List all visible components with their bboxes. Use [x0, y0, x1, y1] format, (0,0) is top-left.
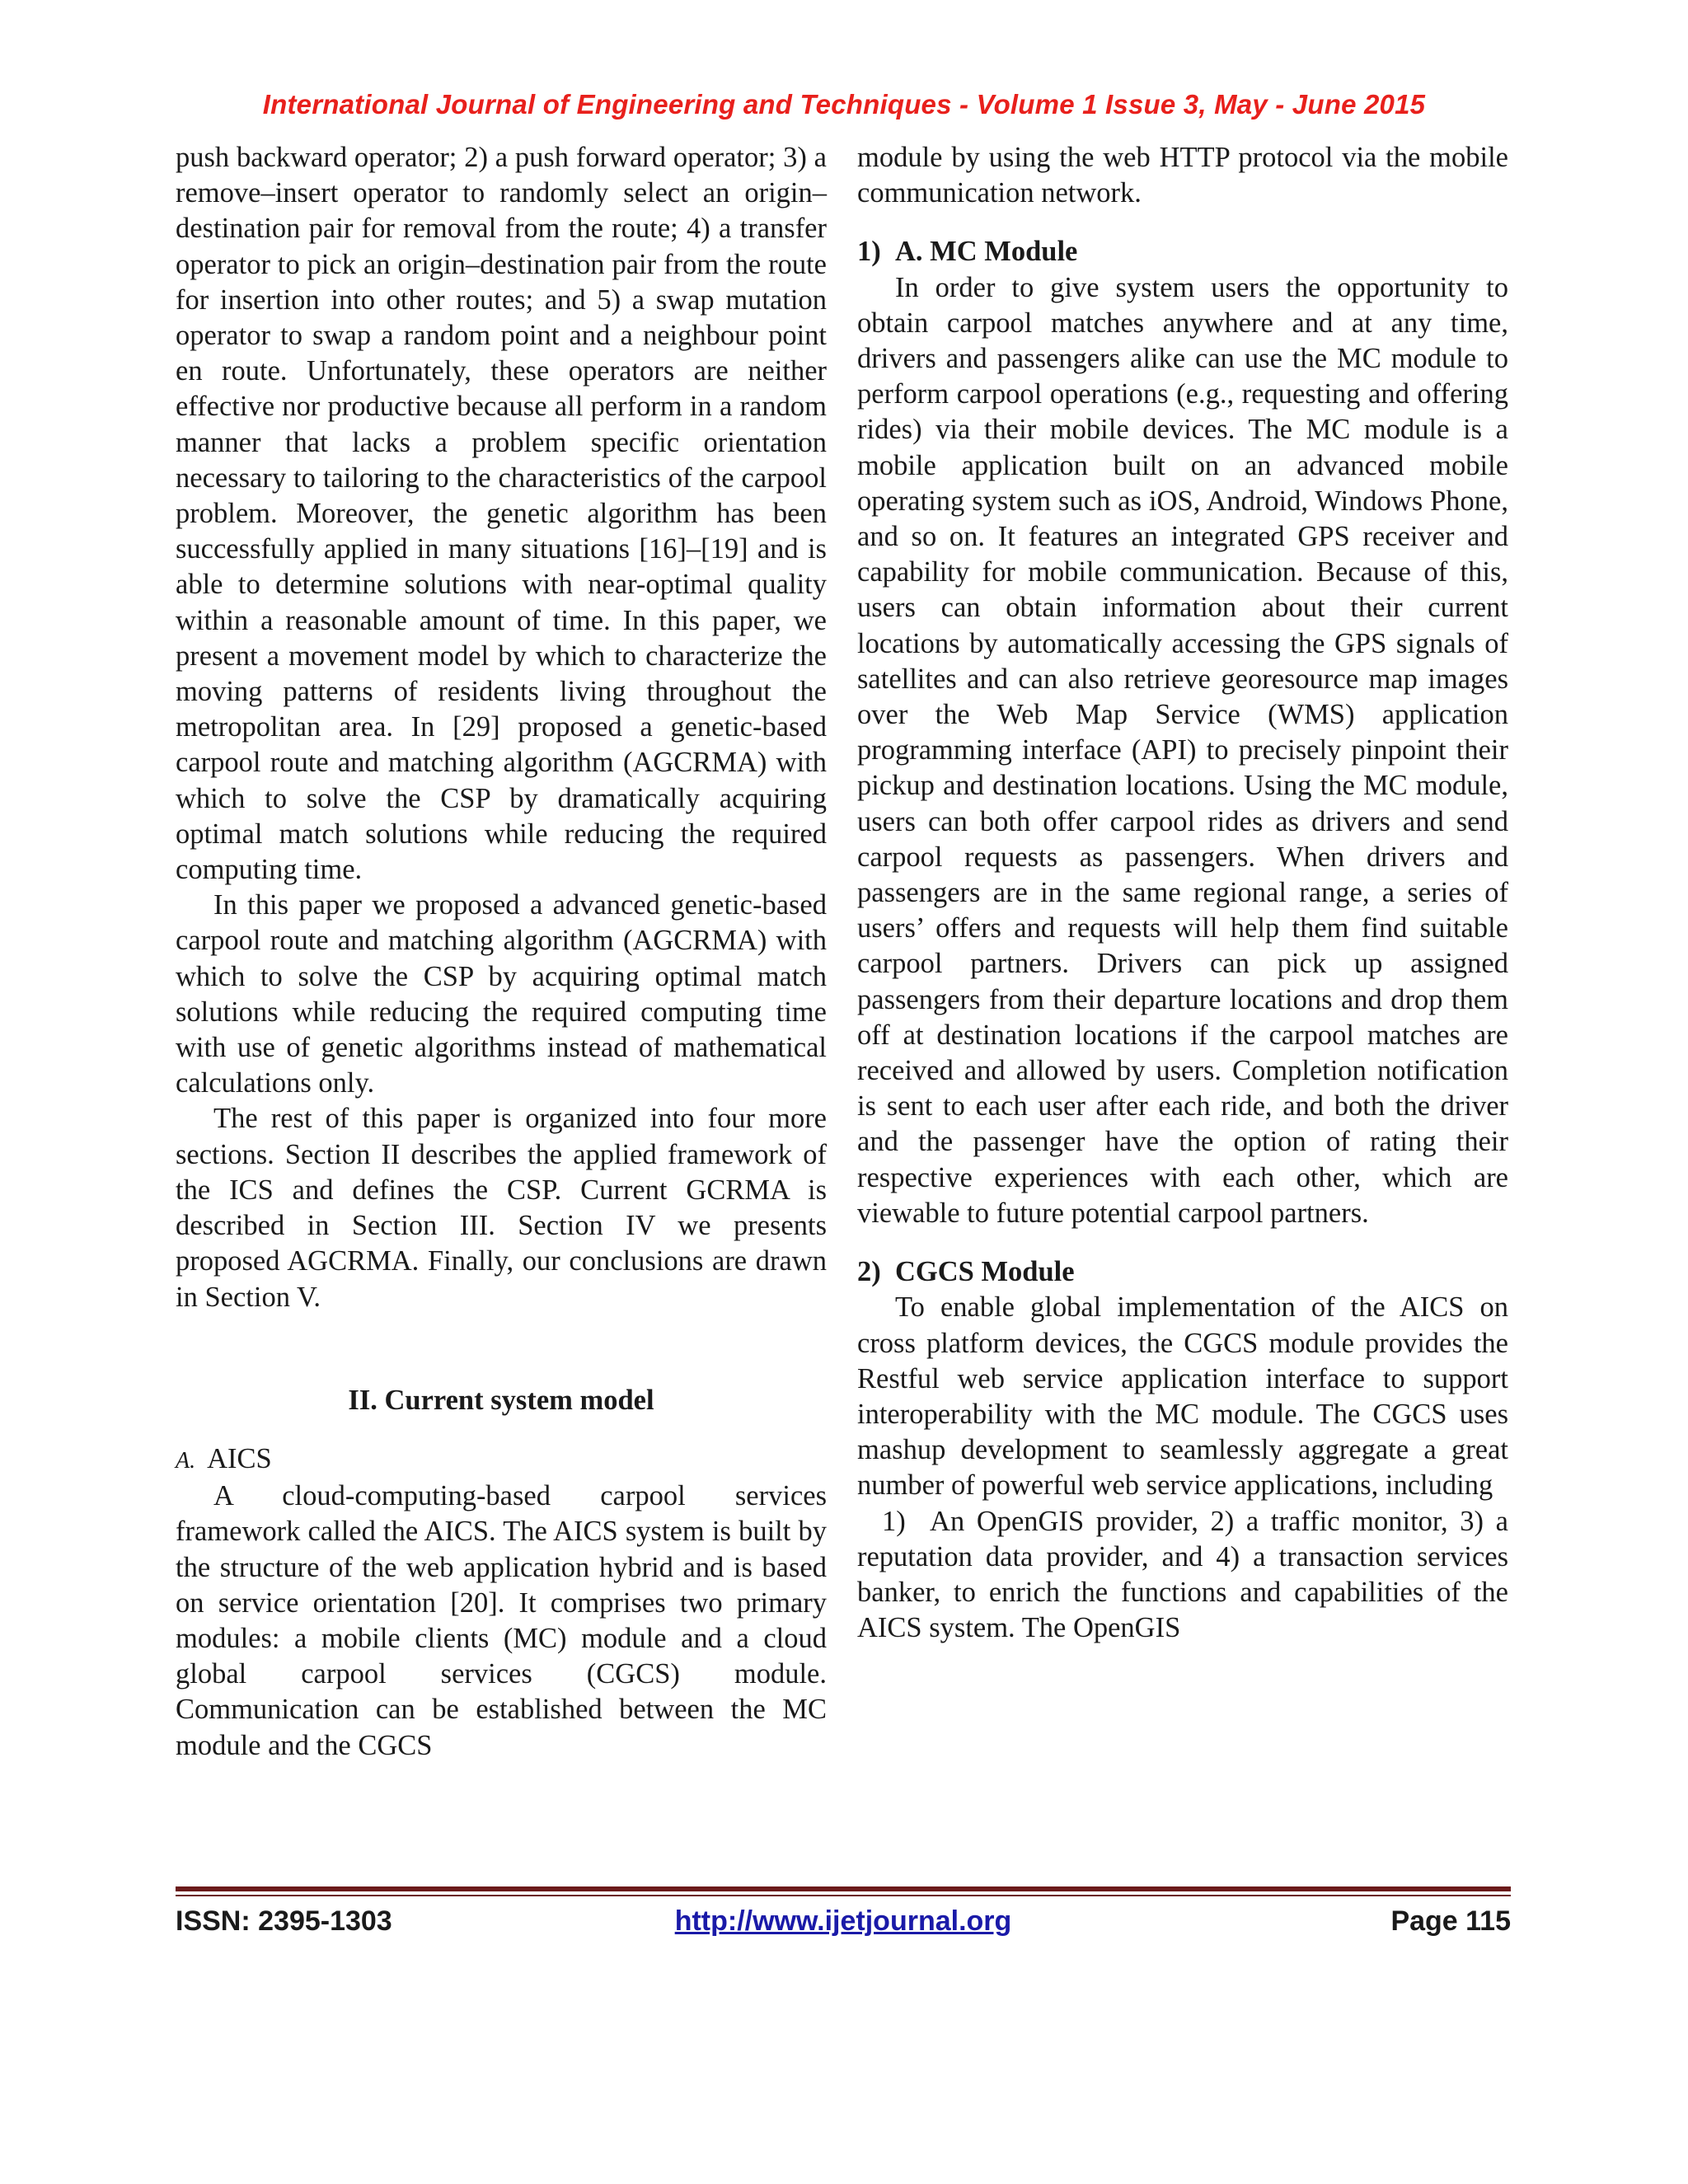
paragraph-cgcs-module: To enable global implementation of the AICS on cross platform devices, the CGCS module provides the Restful web service application interface to support interoperability with the MC module. The CGCS uses mashup development to seamlessly aggregate a great number of powerful web service applications, including [857, 1291, 1508, 1502]
right-column [857, 140, 1508, 1646]
cgcs-module-heading: 2) CGCS Module [857, 1256, 1075, 1288]
paragraph-mc-module: In order to give system users the opportunity to obtain carpool matches anywhere and at any time, drivers and passengers alike can use the MC module to perform carpool operations (e.g., requesting and offering rides) via their mobile devices. The MC module is a mobile application built on an advanced mobile operating system such as iOS, Android, Windows Phone, and so on. It features an integrated GPS receiver and capability for mobile communication. Because of this, users can obtain information about their current locations by automatically accessing the GPS signals of satellites and can also retrieve georesource map images over the Web Map Service (WMS) application programming interface (API) to precisely pinpoint their pickup and destination locations. Using the MC module, users can both offer carpool rides as drivers and send carpool requests as passengers. When drivers and passengers are in the same regional range, a series of users’ offers and requests will help them find suitable carpool partners. Drivers can pick up assigned passengers from their departure locations and drop them off at destination locations if the carpool matches are received and allowed by users. Completion notification is sent to each user after each ride, and both the driver and the passenger have the option of rating their respective experiences with each other, which are viewable to future potential carpool partners. [857, 271, 1508, 1229]
spacer [857, 1231, 1508, 1254]
spacer [176, 1418, 827, 1441]
page-number: Page 115 [1390, 1905, 1511, 1937]
section-heading: II. Current system model [348, 1384, 654, 1416]
page-footer [176, 1905, 1511, 1947]
issn-label: ISSN: 2395-1303 [176, 1905, 392, 1937]
subsection-heading [176, 1441, 827, 1479]
paragraph-organization: The rest of this paper is organized into four more sections. Section II describes the applied framework of the ICS and defines the CSP. Current GCRMA is described in Section III. Section IV we presents proposed AGCRMA. Finally, our conclusions are drawn in Section V. [176, 1103, 827, 1313]
left-column [176, 140, 827, 1764]
paragraph-proposed: In this paper we proposed a advanced genetic-based carpool route and matching algorithm (AGCRMA) with which to solve the CSP by acquiring optimal match solutions while reducing the required computing time with use of genetic algorithms instead of mathematical calculations only. [176, 889, 827, 1099]
spacer [857, 211, 1508, 234]
journal-link[interactable]: http://www.ijetjournal.org [674, 1905, 1012, 1937]
footer-rule [176, 1886, 1511, 1891]
paragraph-http: module by using the web HTTP protocol via the mobile communication network. [857, 142, 1508, 209]
spacer [176, 1315, 827, 1383]
subsection-letter: A. [176, 1447, 196, 1474]
journal-header: International Journal of Engineering and Techniques - Volume 1 Issue 3, May - June 2015 [262, 89, 1426, 120]
paragraph-aics: A cloud-computing-based carpool services framework called the AICS. The AICS system is built by the structure of the web application hybrid and is based on service orientation [20]. It comprises two primary modules: a mobile clients (MC) module and a cloud global carpool services (CGCS) module. Communication can be established between the MC module and the CGCS [176, 1480, 827, 1761]
paragraph-services-list: 1) An OpenGIS provider, 2) a traffic monitor, 3) a reputation data provider, and 4) a transaction services banker, to enrich the functions and capabilities of the AICS system. The OpenGIS [857, 1505, 1508, 1644]
subsection-title: AICS [207, 1442, 272, 1474]
footer-rule-thin [176, 1895, 1511, 1896]
mc-module-heading: 1) A. MC Module [857, 236, 1078, 268]
paragraph-operators: push backward operator; 2) a push forward operator; 3) a remove–insert operator to randomly select an origin–destination pair for removal from the route; 4) a transfer operator to pick an origin–destination pair from the route for insertion into other routes; and 5) a swap mutation operator to swap a random point and a neighbour point en route. Unfortunately, these operators are neither effective nor productive because all perform in a random manner that lacks a problem specific orientation necessary to tailoring to the characteristics of the carpool problem. Moreover, the genetic algorithm has been successfully applied in many situations [16]–[19] and is able to determine solutions with near-optimal quality within a reasonable amount of time. In this paper, we present a movement model by which to characterize the moving patterns of residents living throughout the metropolitan area. In [29] proposed a genetic-based carpool route and matching algorithm (AGCRMA) with which to solve the CSP by dramatically acquiring optimal match solutions while reducing the required computing time. [176, 142, 827, 886]
